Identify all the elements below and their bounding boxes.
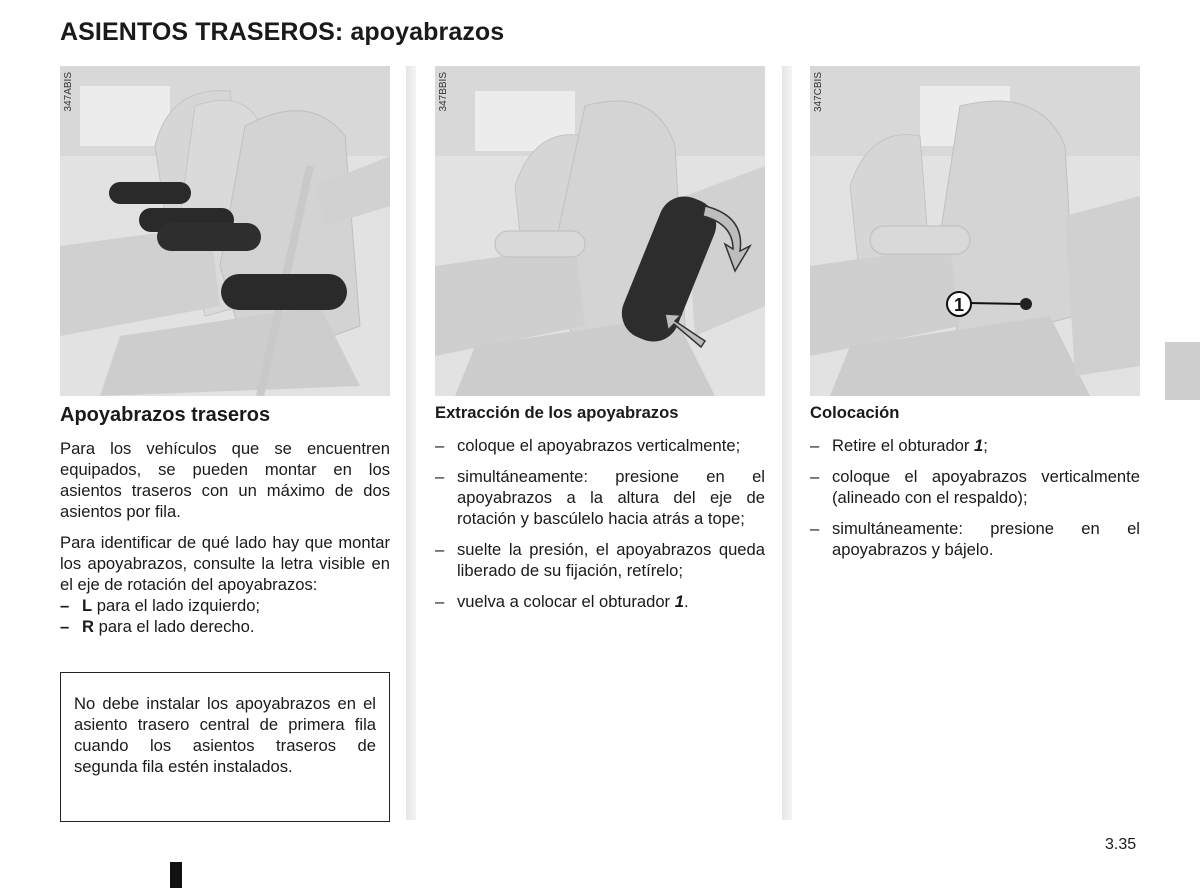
figure-code: 347ABIS [63,72,74,112]
seat-illustration [60,66,390,396]
side-text: para el lado derecho. [93,617,255,636]
seat-illustration [810,66,1140,396]
list-item: – coloque el apoyabrazos verticalmente (alineado con el respaldo); [810,466,1140,508]
seat-illustration [435,66,765,396]
list-item [60,595,390,616]
list-item: – simultáneamente: presione en el apoyabrazos a la altura del eje de rotación y bascúlelo hacia atrás a tope; [435,466,765,529]
reference-number: 1 [974,436,984,455]
warning-note-box: No debe instalar los apoyabrazos en el asiento trasero central de primera fila cuando los asientos traseros de segunda fila estén instalados. [60,672,390,822]
page-title: ASIENTOS TRASEROS: apoyabrazos [60,18,505,46]
figure-code: 347CBIS [813,72,824,113]
step-punct: . [683,592,689,611]
column-removal [435,402,765,622]
callout-number: 1 [953,295,965,315]
page-number: 3.35 [1105,836,1137,853]
section-heading: Apoyabrazos traseros [60,404,271,426]
paragraph: Para los vehículos que se encuentren equipados, se pueden montar en los asientos traseros con un máximo de dos asientos por fila. [60,439,390,521]
list-item: – simultáneamente: presione en el apoyabrazos y bájelo. [810,518,1140,560]
list-item: – suelte la presión, el apoyabrazos queda liberado de su fijación, retírelo; [435,539,765,581]
paragraph: Para identificar de qué lado hay que montar los apoyabrazos, consulte la letra visible en el eje de rotación del apoyabrazos: [60,533,390,594]
armrest-1 [109,182,191,204]
removal-steps [435,435,765,612]
placement-steps [810,435,1140,560]
column-rear-armrests [60,402,390,637]
subsection-heading: Colocación [810,403,900,422]
column-divider [406,66,416,820]
figure-armrests-installed [60,66,390,396]
list-item: – coloque el apoyabrazos verticalmente; [435,435,765,456]
subsection-heading: Extracción de los apoyabrazos [435,403,679,422]
reference-number: 1 [674,592,684,611]
step-text: vuelva a colocar el obturador [457,592,675,611]
list-item [810,435,1140,456]
side-text: para el lado izquierdo; [92,596,261,615]
figure-armrest-placement [810,66,1140,396]
chapter-tab [1165,342,1200,400]
side-list [60,595,390,637]
step-text: Retire el obturador [832,436,975,455]
armrest-4 [221,274,347,310]
side-letter: L [82,596,93,615]
figure-armrest-removal [435,66,765,396]
armrest-3 [157,223,261,251]
binding-mark [170,862,182,888]
callout-leader [968,303,1026,304]
step-punct: ; [983,436,988,455]
list-item [60,616,390,637]
obturador-point [1020,298,1032,310]
list-item [435,591,765,612]
column-placement [810,402,1140,570]
column-divider [782,66,792,820]
figure-code: 347BBIS [438,72,449,112]
side-letter: R [82,617,94,636]
